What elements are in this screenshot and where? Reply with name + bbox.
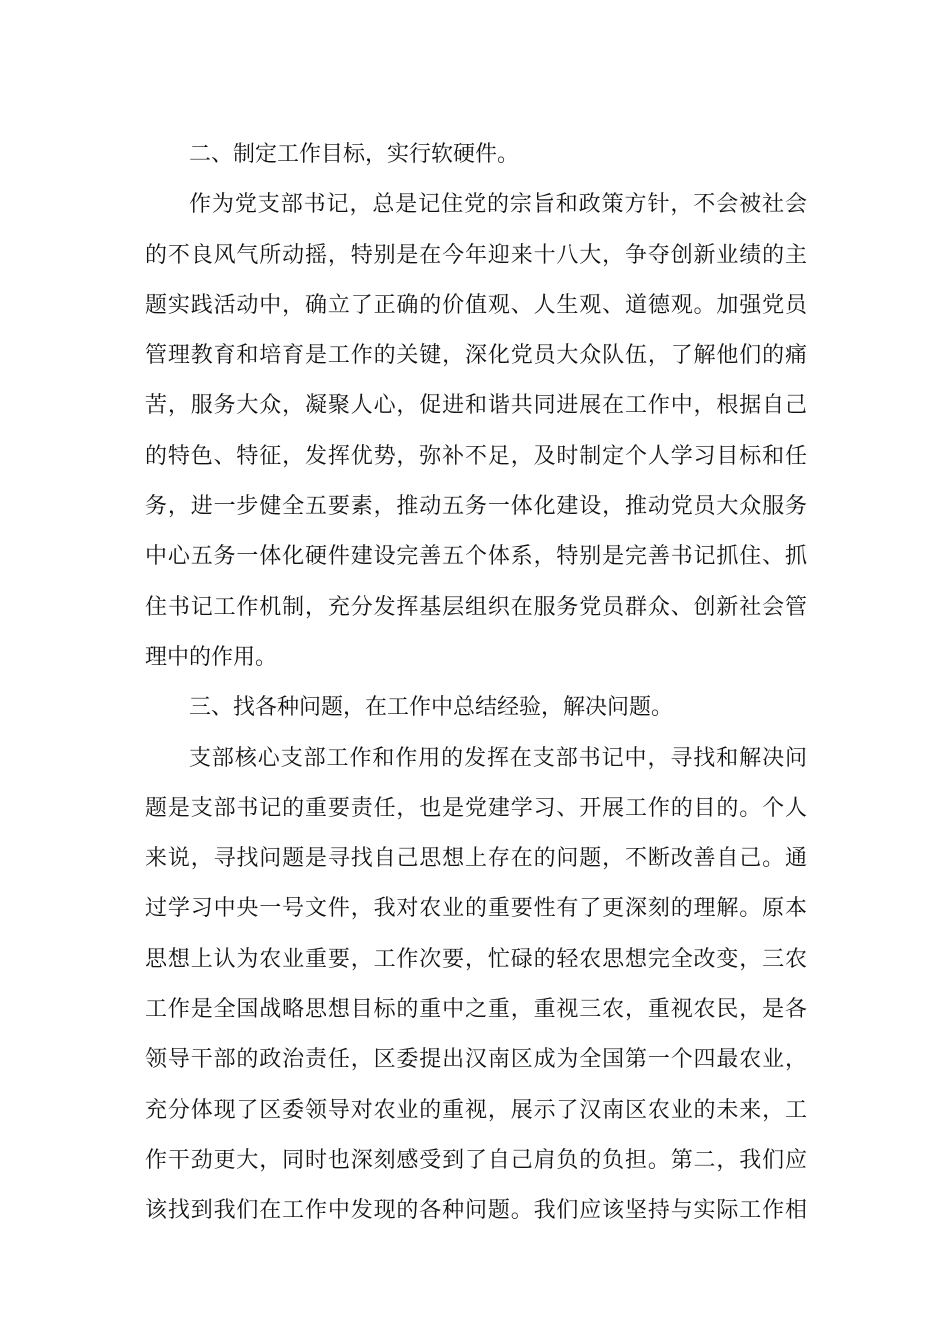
paragraph-line: 住书记工作机制，充分发挥基层组织在服务党员群众、创新社会管 xyxy=(145,594,807,620)
paragraph-line: 的特色、特征，发挥优势，弥补不足，及时制定个人学习目标和任 xyxy=(145,443,807,469)
paragraph-line: 管理教育和培育是工作的关键，深化党员大众队伍，了解他们的痛 xyxy=(145,343,807,369)
paragraph-line: 题实践活动中，确立了正确的价值观、人生观、道德观。加强党员 xyxy=(145,292,807,318)
paragraph-line: 过学习中央一号文件，我对农业的重要性有了更深刻的理解。原本 xyxy=(145,896,807,922)
paragraph-line: 理中的作用。 xyxy=(145,644,278,670)
paragraph-line: 工作是全国战略思想目标的重中之重，重视三农，重视农民，是各 xyxy=(145,997,807,1023)
paragraph-line: 支部核心支部工作和作用的发挥在支部书记中，寻找和解决问 xyxy=(189,745,807,771)
paragraph-line: 充分体现了区委领导对农业的重视，展示了汉南区农业的未来，工 xyxy=(145,1097,807,1123)
section-heading-3: 三、找各种问题，在工作中总结经验，解决问题。 xyxy=(189,695,674,721)
document-body xyxy=(145,130,807,1237)
paragraph-line: 的不良风气所动摇，特别是在今年迎来十八大，争夺创新业绩的主 xyxy=(145,242,807,268)
paragraph-line: 作为党支部书记，总是记住党的宗旨和政策方针，不会被社会 xyxy=(189,192,807,218)
paragraph-line: 中心五务一体化硬件建设完善五个体系，特别是完善书记抓住、抓 xyxy=(145,544,807,570)
paragraph-line: 领导干部的政治责任，区委提出汉南区成为全国第一个四最农业， xyxy=(145,1047,807,1073)
paragraph-line: 作干劲更大，同时也深刻感受到了自己肩负的负担。第二，我们应 xyxy=(145,1147,807,1173)
paragraph-line: 来说，寻找问题是寻找自己思想上存在的问题，不断改善自己。通 xyxy=(145,846,807,872)
section-heading-2: 二、制定工作目标，实行软硬件。 xyxy=(189,142,520,167)
paragraph-line: 思想上认为农业重要，工作次要，忙碌的轻农思想完全改变，三农 xyxy=(145,946,807,972)
paragraph-line: 题是支部书记的重要责任，也是党建学习、开展工作的目的。个人 xyxy=(145,795,807,821)
paragraph-line: 该找到我们在工作中发现的各种问题。我们应该坚持与实际工作相 xyxy=(145,1198,807,1224)
paragraph-line: 苦，服务大众，凝聚人心，促进和谐共同进展在工作中，根据自己 xyxy=(145,393,807,419)
paragraph-line: 务，进一步健全五要素，推动五务一体化建设，推动党员大众服务 xyxy=(145,494,807,520)
